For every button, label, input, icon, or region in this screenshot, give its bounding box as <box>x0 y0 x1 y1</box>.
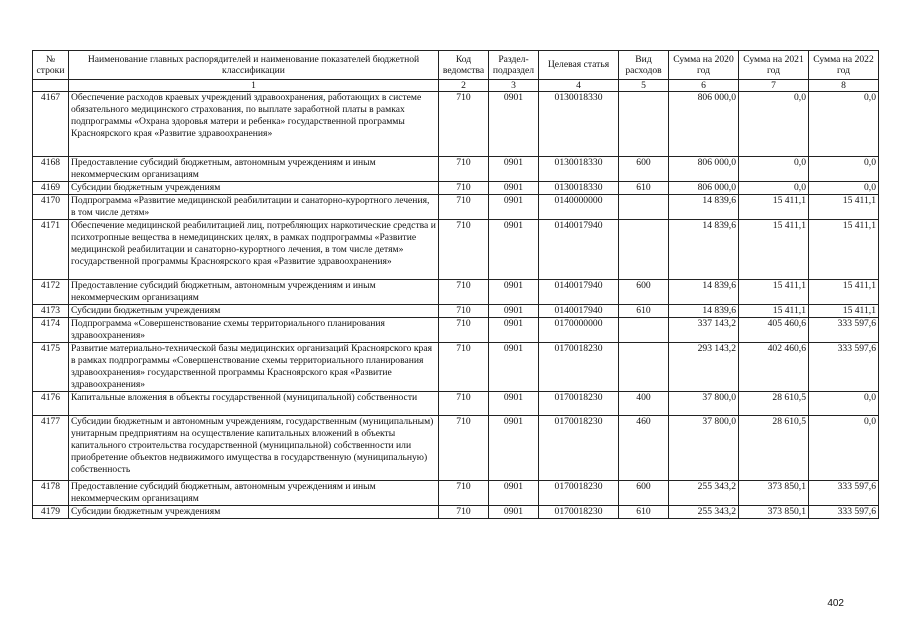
table-row <box>33 343 879 392</box>
row-sum-2021-cell: 15 411,1 <box>739 195 809 220</box>
row-target-cell: 0140017940 <box>539 305 619 318</box>
row-sum-2022-cell: 333 597,6 <box>809 343 879 392</box>
row-sum-2021-cell: 28 610,5 <box>739 392 809 416</box>
row-number-cell: 4169 <box>33 182 69 195</box>
row-dept-cell: 710 <box>439 92 489 157</box>
budget-sheet <box>32 50 879 519</box>
row-dept-cell: 710 <box>439 392 489 416</box>
column-number: 8 <box>809 80 879 92</box>
row-dept-cell: 710 <box>439 416 489 481</box>
row-expense-cell <box>619 195 669 220</box>
row-number-cell: 4178 <box>33 481 69 506</box>
row-expense-cell: 460 <box>619 416 669 481</box>
header-dept: Код ведомства <box>439 51 489 80</box>
row-name-cell: Субсидии бюджетным учреждениям <box>69 506 439 519</box>
row-expense-cell: 610 <box>619 182 669 195</box>
row-section-cell: 0901 <box>489 182 539 195</box>
row-sum-2020-cell: 14 839,6 <box>669 195 739 220</box>
row-section-cell: 0901 <box>489 392 539 416</box>
row-name-cell: Предоставление субсидий бюджетным, автономным учреждениям и иным некоммерческим организациям <box>69 157 439 182</box>
row-sum-2022-cell: 0,0 <box>809 416 879 481</box>
row-number-cell: 4168 <box>33 157 69 182</box>
row-dept-cell: 710 <box>439 157 489 182</box>
row-dept-cell: 710 <box>439 305 489 318</box>
row-number-cell: 4173 <box>33 305 69 318</box>
page-number: 402 <box>827 598 844 609</box>
row-expense-cell: 600 <box>619 280 669 305</box>
row-expense-cell <box>619 220 669 280</box>
table-row <box>33 481 879 506</box>
row-target-cell: 0170000000 <box>539 318 619 343</box>
table-row <box>33 506 879 519</box>
row-sum-2022-cell: 333 597,6 <box>809 506 879 519</box>
row-sum-2022-cell: 15 411,1 <box>809 305 879 318</box>
row-sum-2020-cell: 14 839,6 <box>669 305 739 318</box>
row-section-cell: 0901 <box>489 157 539 182</box>
table-row <box>33 157 879 182</box>
row-sum-2020-cell: 255 343,2 <box>669 506 739 519</box>
row-sum-2022-cell: 0,0 <box>809 182 879 195</box>
row-sum-2021-cell: 15 411,1 <box>739 305 809 318</box>
row-sum-2020-cell: 293 143,2 <box>669 343 739 392</box>
row-sum-2022-cell: 333 597,6 <box>809 318 879 343</box>
row-section-cell: 0901 <box>489 92 539 157</box>
row-expense-cell <box>619 343 669 392</box>
row-sum-2022-cell: 0,0 <box>809 392 879 416</box>
header-num: № строки <box>33 51 69 80</box>
row-sum-2022-cell: 0,0 <box>809 157 879 182</box>
row-target-cell: 0140017940 <box>539 280 619 305</box>
header-row <box>33 51 879 80</box>
header-name: Наименование главных распорядителей и наименование показателей бюджетной классификации <box>69 51 439 80</box>
row-target-cell: 0170018230 <box>539 506 619 519</box>
row-sum-2021-cell: 373 850,1 <box>739 481 809 506</box>
row-name-cell: Обеспечение медицинской реабилитацией лиц, потребляющих наркотические средства и психотропные вещества в немедицинских целях, в рамках подпрограммы «Развитие медицинской реабилитации и санаторно-курортного лечения, в том числе детям» государственной программы Красноярского края «Развитие здравоохранения» <box>69 220 439 280</box>
row-dept-cell: 710 <box>439 220 489 280</box>
row-sum-2021-cell: 0,0 <box>739 92 809 157</box>
row-section-cell: 0901 <box>489 220 539 280</box>
row-sum-2020-cell: 337 143,2 <box>669 318 739 343</box>
row-expense-cell: 400 <box>619 392 669 416</box>
table-row <box>33 305 879 318</box>
row-section-cell: 0901 <box>489 481 539 506</box>
row-dept-cell: 710 <box>439 195 489 220</box>
row-expense-cell: 610 <box>619 305 669 318</box>
column-number-row <box>33 80 879 92</box>
row-number-cell: 4174 <box>33 318 69 343</box>
header-sum-2022: Сумма на 2022 год <box>809 51 879 80</box>
row-section-cell: 0901 <box>489 195 539 220</box>
table-row <box>33 195 879 220</box>
row-sum-2021-cell: 0,0 <box>739 182 809 195</box>
row-dept-cell: 710 <box>439 481 489 506</box>
row-expense-cell: 610 <box>619 506 669 519</box>
header-sum-2020: Сумма на 2020 год <box>669 51 739 80</box>
column-number: 1 <box>69 80 439 92</box>
table-row <box>33 392 879 416</box>
row-target-cell: 0130018330 <box>539 92 619 157</box>
column-number: 3 <box>489 80 539 92</box>
column-number: 2 <box>439 80 489 92</box>
row-sum-2021-cell: 373 850,1 <box>739 506 809 519</box>
column-number: 6 <box>669 80 739 92</box>
row-name-cell: Подпрограмма «Развитие медицинской реабилитации и санаторно-курортного лечения, в том числе детям» <box>69 195 439 220</box>
row-number-cell: 4175 <box>33 343 69 392</box>
row-sum-2022-cell: 333 597,6 <box>809 481 879 506</box>
row-sum-2020-cell: 37 800,0 <box>669 392 739 416</box>
row-expense-cell <box>619 92 669 157</box>
row-expense-cell: 600 <box>619 481 669 506</box>
row-section-cell: 0901 <box>489 318 539 343</box>
row-sum-2022-cell: 15 411,1 <box>809 195 879 220</box>
row-number-cell: 4179 <box>33 506 69 519</box>
row-name-cell: Подпрограмма «Совершенствование схемы территориального планирования здравоохранения» <box>69 318 439 343</box>
row-target-cell: 0140000000 <box>539 195 619 220</box>
row-target-cell: 0170018230 <box>539 416 619 481</box>
budget-table <box>32 50 879 519</box>
row-expense-cell: 600 <box>619 157 669 182</box>
row-number-cell: 4177 <box>33 416 69 481</box>
row-number-cell: 4171 <box>33 220 69 280</box>
table-row <box>33 318 879 343</box>
header-sum-2021: Сумма на 2021 год <box>739 51 809 80</box>
row-sum-2021-cell: 15 411,1 <box>739 280 809 305</box>
row-target-cell: 0170018230 <box>539 343 619 392</box>
header-section: Раздел-подраздел <box>489 51 539 80</box>
row-sum-2020-cell: 806 000,0 <box>669 92 739 157</box>
row-target-cell: 0170018230 <box>539 392 619 416</box>
row-sum-2021-cell: 28 610,5 <box>739 416 809 481</box>
table-row <box>33 280 879 305</box>
table-row <box>33 92 879 157</box>
row-name-cell: Капитальные вложения в объекты государственной (муниципальной) собственности <box>69 392 439 416</box>
row-section-cell: 0901 <box>489 343 539 392</box>
row-target-cell: 0140017940 <box>539 220 619 280</box>
row-number-cell: 4167 <box>33 92 69 157</box>
table-row <box>33 182 879 195</box>
row-dept-cell: 710 <box>439 182 489 195</box>
row-target-cell: 0170018230 <box>539 481 619 506</box>
row-number-cell: 4170 <box>33 195 69 220</box>
row-number-cell: 4172 <box>33 280 69 305</box>
row-target-cell: 0130018330 <box>539 157 619 182</box>
row-name-cell: Субсидии бюджетным учреждениям <box>69 305 439 318</box>
row-sum-2020-cell: 14 839,6 <box>669 220 739 280</box>
row-sum-2020-cell: 806 000,0 <box>669 182 739 195</box>
row-sum-2021-cell: 0,0 <box>739 157 809 182</box>
row-name-cell: Обеспечение расходов краевых учреждений здравоохранения, работающих в системе обязательного медицинского страхования, по выплате заработной платы в рамках подпрограммы «Охрана здоровья матери и ребенка» государственной программы Красноярского края «Развитие здравоохранения» <box>69 92 439 157</box>
table-body <box>33 92 879 519</box>
table-row <box>33 416 879 481</box>
row-dept-cell: 710 <box>439 280 489 305</box>
column-number-blank <box>33 80 69 92</box>
row-sum-2020-cell: 255 343,2 <box>669 481 739 506</box>
row-number-cell: 4176 <box>33 392 69 416</box>
column-number: 4 <box>539 80 619 92</box>
row-sum-2020-cell: 806 000,0 <box>669 157 739 182</box>
row-dept-cell: 710 <box>439 506 489 519</box>
row-dept-cell: 710 <box>439 343 489 392</box>
row-sum-2021-cell: 405 460,6 <box>739 318 809 343</box>
row-sum-2022-cell: 15 411,1 <box>809 280 879 305</box>
row-name-cell: Развитие материально-технической базы медицинских организаций Красноярского края в рамках подпрограммы «Совершенствование схемы территориального планирования здравоохранения» государственной программы Красноярского края «Развитие здравоохранения» <box>69 343 439 392</box>
table-row <box>33 220 879 280</box>
row-sum-2020-cell: 14 839,6 <box>669 280 739 305</box>
row-section-cell: 0901 <box>489 416 539 481</box>
row-sum-2020-cell: 37 800,0 <box>669 416 739 481</box>
row-section-cell: 0901 <box>489 305 539 318</box>
row-name-cell: Предоставление субсидий бюджетным, автономным учреждениям и иным некоммерческим организациям <box>69 280 439 305</box>
row-sum-2022-cell: 0,0 <box>809 92 879 157</box>
row-dept-cell: 710 <box>439 318 489 343</box>
header-target: Целевая статья <box>539 51 619 80</box>
row-expense-cell <box>619 318 669 343</box>
row-name-cell: Субсидии бюджетным и автономным учреждениям, государственным (муниципальным) унитарным предприятиям на осуществление капитальных вложений в объекты капитального строительства государственной (муниципальной) собственности или приобретение объектов недвижимого имущества в государственную (муниципальную) собственность <box>69 416 439 481</box>
row-section-cell: 0901 <box>489 280 539 305</box>
row-sum-2021-cell: 402 460,6 <box>739 343 809 392</box>
row-sum-2021-cell: 15 411,1 <box>739 220 809 280</box>
row-name-cell: Субсидии бюджетным учреждениям <box>69 182 439 195</box>
row-sum-2022-cell: 15 411,1 <box>809 220 879 280</box>
column-number: 7 <box>739 80 809 92</box>
header-expense: Вид расходов <box>619 51 669 80</box>
row-target-cell: 0130018330 <box>539 182 619 195</box>
row-name-cell: Предоставление субсидий бюджетным, автономным учреждениям и иным некоммерческим организациям <box>69 481 439 506</box>
column-number: 5 <box>619 80 669 92</box>
row-section-cell: 0901 <box>489 506 539 519</box>
